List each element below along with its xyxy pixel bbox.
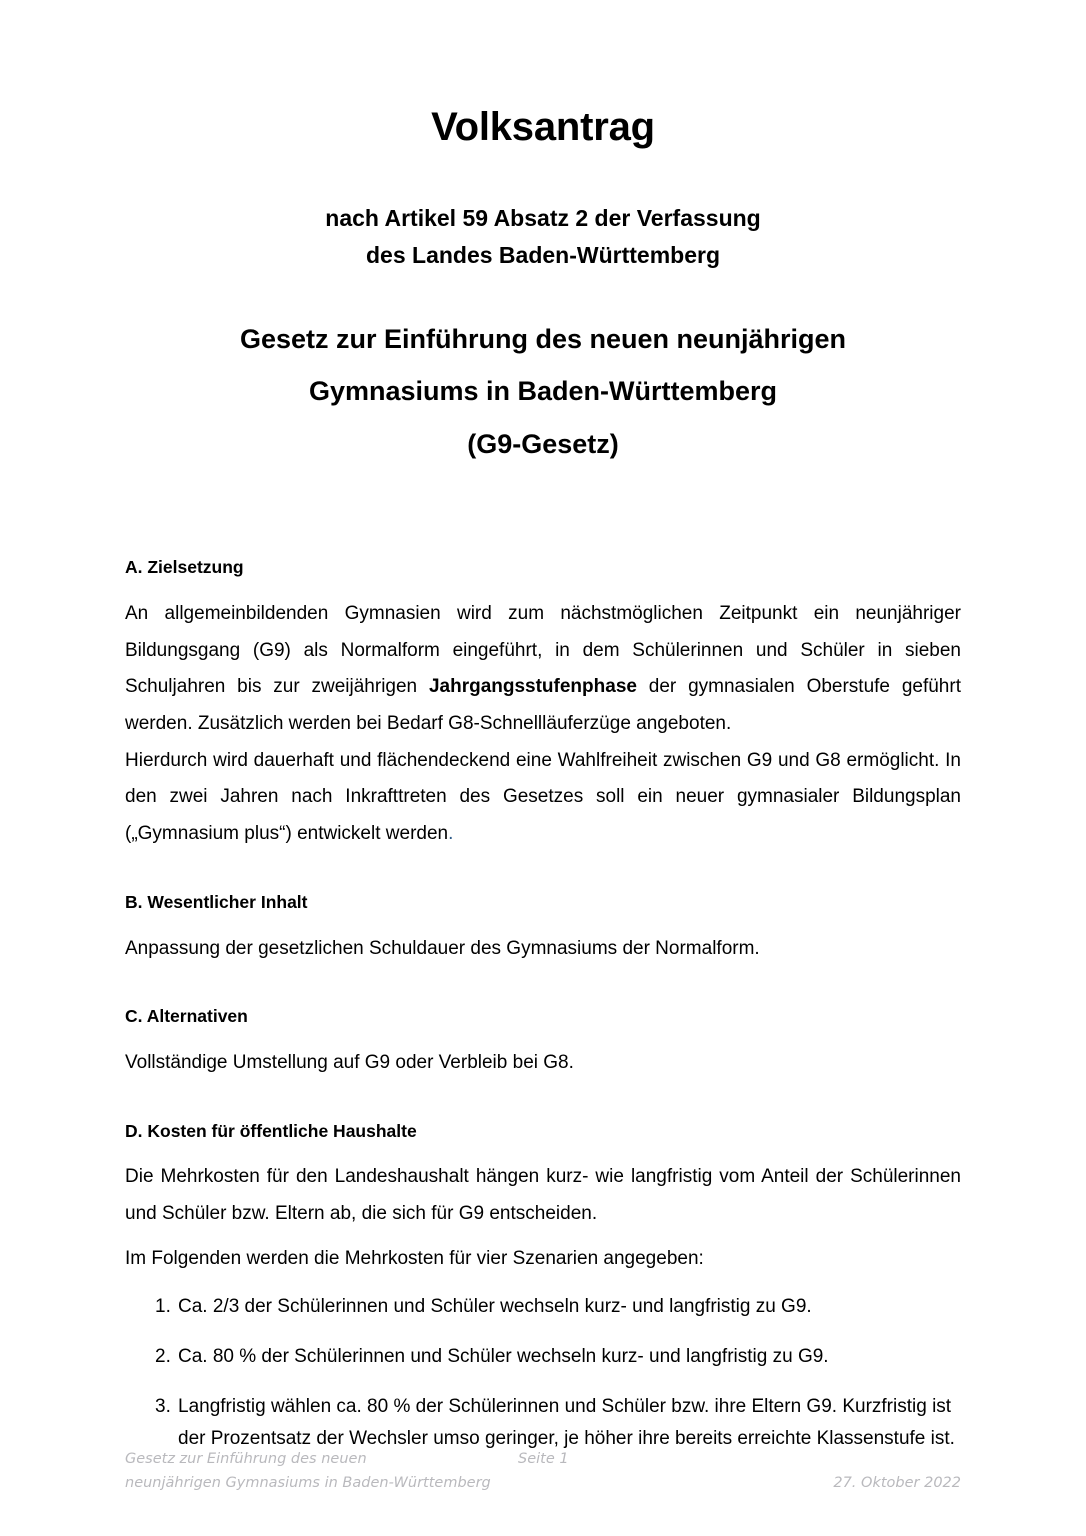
- list-item: [125, 1341, 961, 1374]
- footer-page-number: Seite 1: [518, 1451, 569, 1467]
- list-item-text: Ca. 2/3 der Schülerinnen und Schüler wechseln kurz- und langfristig zu G9.: [178, 1296, 812, 1318]
- law-title-line-2: Gymnasiums in Baden-Württemberg: [308, 376, 778, 407]
- section-a-emphasis-jahrgangsstufenphase: Jahrgangsstufenphase: [428, 676, 637, 698]
- section-heading-b: B. Wesentlicher Inhalt: [125, 891, 308, 912]
- section-a-paragraph-2-final-period: .: [448, 823, 454, 845]
- section-a-paragraph-2-text: Hierdurch wird dauerhaft und flächendeckend eine Wahlfreiheit zwischen G9 und G8 ermöglicht. In den zwei Jahren nach Inkrafttreten des Gesetzes soll ein neuer gymnasialer Bildungsplan („Gymnasium plus“) entwickelt werden: [125, 749, 961, 845]
- law-title-line-1: Gesetz zur Einführung des neuen neunjährigen: [239, 323, 847, 354]
- list-item: [125, 1291, 961, 1324]
- section-a-paragraph-2: [125, 743, 961, 853]
- document-content: [125, 0, 961, 1456]
- footer-document-title-line-2: neunjährigen Gymnasiums in Baden-Württemberg: [125, 1475, 491, 1491]
- section-a-paragraph-1-text-end: der gymnasialen Oberstufe geführt werden. Zusätzlich werden bei Bedarf G8-Schnellläuferzüge angeboten.: [125, 676, 961, 735]
- section-heading-a: A. Zielsetzung: [125, 557, 244, 578]
- list-item-number: 1.: [155, 1296, 171, 1318]
- list-item-number: 2.: [155, 1345, 171, 1367]
- law-title-line-3: (G9-Gesetz): [467, 428, 619, 459]
- section-d-paragraph-1: Die Mehrkosten für den Landeshaushalt hängen kurz- wie langfristig vom Anteil der Schülerinnen und Schüler bzw. Eltern ab, die sich für G9 entscheiden.: [125, 1166, 961, 1224]
- footer-date: 27. Oktober 2022: [833, 1475, 961, 1491]
- section-a-paragraph-1-text-start: An allgemeinbildenden Gymnasien wird zum nächstmöglichen Zeitpunkt ein neunjähriger Bildungsgang (G9) als Normalform eingeführt, in dem Schülerinnen und Schüler in sieben Schuljahren bis zur zweijährigen: [125, 603, 961, 698]
- subtitle-line-1: nach Artikel 59 Absatz 2 der Verfassung: [325, 205, 761, 231]
- list-item-text: Ca. 80 % der Schülerinnen und Schüler wechseln kurz- und langfristig zu G9.: [178, 1345, 829, 1367]
- section-heading-c: C. Alternativen: [125, 1006, 248, 1027]
- list-item: [125, 1391, 961, 1456]
- footer-row-2: [125, 1472, 961, 1496]
- section-heading-d: D. Kosten für öffentliche Haushalte: [125, 1120, 417, 1141]
- page-footer: [125, 1448, 961, 1496]
- list-item-number: 3.: [155, 1395, 171, 1417]
- section-a-paragraph-1: [125, 596, 961, 743]
- section-b-paragraph: Anpassung der gesetzlichen Schuldauer des Gymnasiums der Normalform.: [125, 937, 760, 959]
- section-c-paragraph: Vollständige Umstellung auf G9 oder Verbleib bei G8.: [125, 1051, 574, 1073]
- scenario-list: [125, 1291, 961, 1456]
- footer-row-1: [125, 1448, 961, 1472]
- document-subtitle: [125, 200, 961, 275]
- section-d-paragraph-2: Im Folgenden werden die Mehrkosten für vier Szenarien angegeben:: [125, 1247, 704, 1269]
- footer-document-title-line-1: Gesetz zur Einführung des neuen: [125, 1451, 367, 1467]
- subtitle-line-2: des Landes Baden-Württemberg: [366, 242, 720, 269]
- law-title: [125, 313, 961, 471]
- page-title: Volksantrag: [431, 105, 655, 149]
- list-item-text: Langfristig wählen ca. 80 % der Schülerinnen und Schüler bzw. ihre Eltern G9. Kurzfristig ist der Prozentsatz der Wechsler umso geringer, je höher ihre bereits erreichte Klassenstufe ist.: [178, 1395, 955, 1450]
